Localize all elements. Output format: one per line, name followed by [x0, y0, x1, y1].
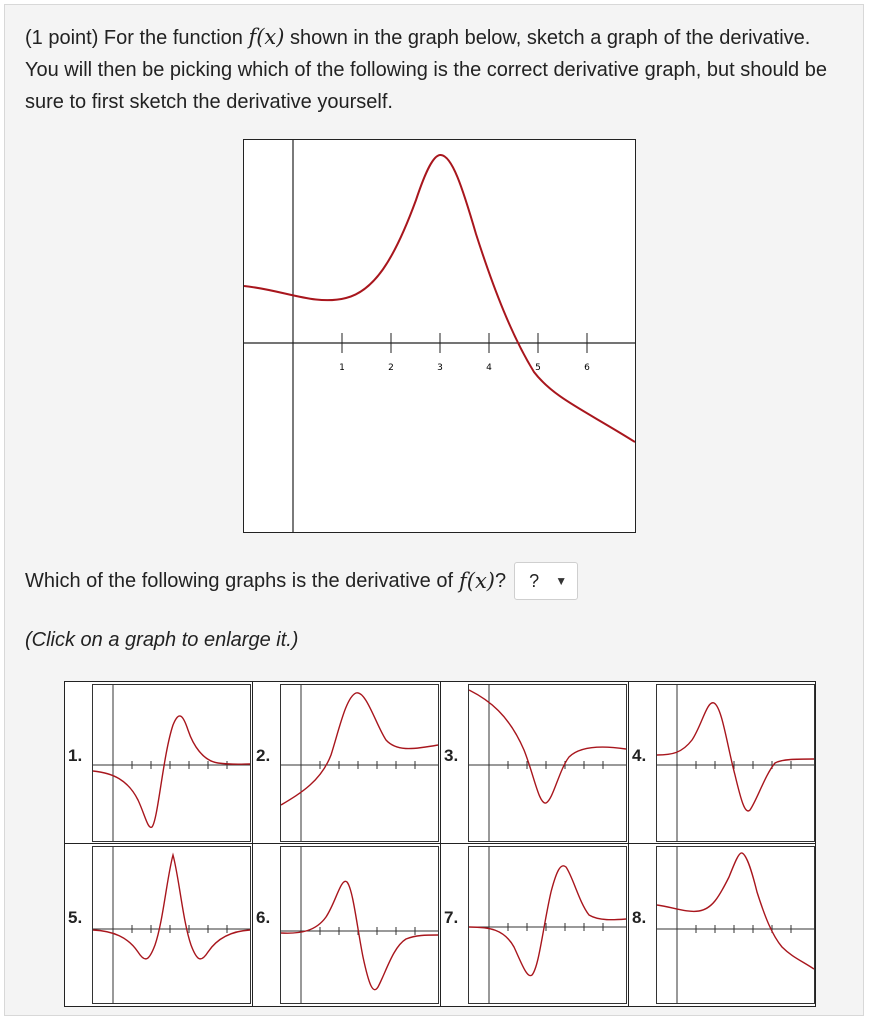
- answer-select[interactable]: [514, 562, 578, 600]
- problem-prompt: [25, 21, 845, 118]
- option-4-label: 4.: [632, 746, 647, 765]
- option-4-plot: [656, 684, 815, 842]
- option-graph-5[interactable]: [65, 844, 253, 1006]
- option-graph-3[interactable]: [441, 682, 629, 844]
- grid-divider-1: [252, 682, 253, 1006]
- tick-label-5: 5: [535, 363, 541, 373]
- option-graph-2[interactable]: [253, 682, 441, 844]
- enlarge-hint: (Click on a graph to enlarge it.): [25, 629, 299, 651]
- prompt-function-name: f(x): [248, 25, 285, 49]
- option-graph-1[interactable]: [65, 682, 253, 844]
- answer-select-value: ?: [529, 571, 540, 591]
- option-7-label: 7.: [444, 908, 459, 927]
- tick-label-1: 1: [339, 363, 345, 373]
- grid-divider-2: [440, 682, 441, 1006]
- prompt-suffix: shown in the graph below, sketch a graph of the derivative. You will then be picking which of the following is the correct derivative graph, but should be sure to first sketch the derivative yourself.: [25, 27, 827, 113]
- chevron-down-icon: ▼: [555, 574, 568, 588]
- tick-label-3: 3: [437, 363, 443, 373]
- option-6-label: 6.: [256, 908, 271, 927]
- option-8-label: 8.: [632, 908, 647, 927]
- tick-label-4: 4: [486, 363, 492, 373]
- tick-label-2: 2: [388, 363, 394, 373]
- option-3-label: 3.: [444, 746, 459, 765]
- option-7-plot: [468, 846, 627, 1004]
- question-row: [25, 561, 578, 601]
- answer-choices-grid: [64, 681, 816, 1007]
- option-3-plot: [468, 684, 627, 842]
- option-graph-4[interactable]: [629, 682, 817, 844]
- prompt-prefix: (1 point) For the function: [25, 27, 249, 49]
- problem-panel: [4, 4, 864, 1016]
- option-graph-6[interactable]: [253, 844, 441, 1006]
- grid-divider-3: [628, 682, 629, 1006]
- question-text: Which of the following graphs is the derivative of: [25, 570, 453, 592]
- option-1-plot: [92, 684, 251, 842]
- option-2-plot: [280, 684, 439, 842]
- question-function-name: f(x): [459, 569, 496, 593]
- option-6-plot: [280, 846, 439, 1004]
- option-8-plot: [656, 846, 815, 1004]
- option-5-plot: [92, 846, 251, 1004]
- option-5-label: 5.: [68, 908, 83, 927]
- tick-label-6: 6: [584, 363, 590, 373]
- option-graph-7[interactable]: [441, 844, 629, 1006]
- option-graph-8[interactable]: [629, 844, 817, 1006]
- function-graph: [243, 139, 636, 533]
- function-curve: [244, 155, 635, 442]
- option-2-label: 2.: [256, 746, 271, 765]
- option-1-label: 1.: [68, 746, 83, 765]
- function-graph-svg: [244, 140, 635, 532]
- question-mark: ?: [495, 570, 507, 592]
